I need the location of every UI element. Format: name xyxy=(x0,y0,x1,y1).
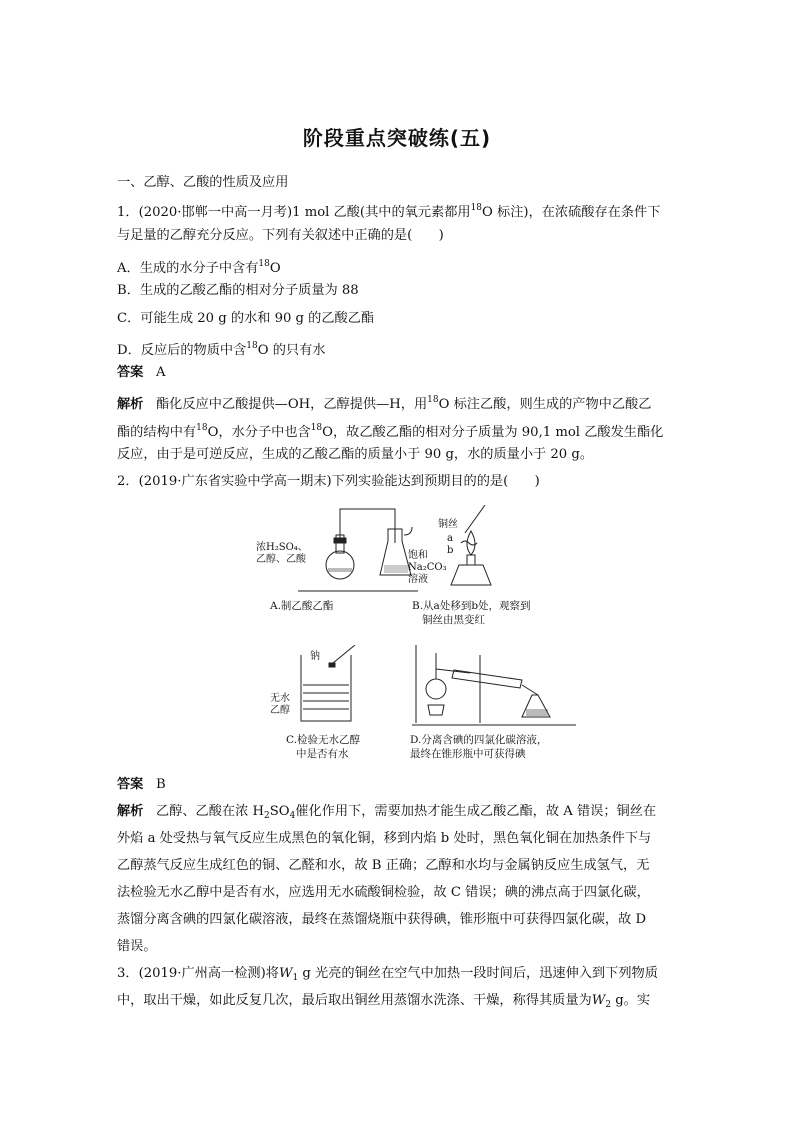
figure-d-distillation-apparatus xyxy=(410,645,578,727)
q2-explanation-line2: 外焰 a 处受热与氧气反应生成黑色的氧化铜，移到内焰 b 处时，黑色氧化铜在加热条件下与 xyxy=(117,831,652,846)
figure-c-caption-line2: 中是否有水 xyxy=(296,748,349,760)
figure-b-label-copper-wire: 铜丝 xyxy=(438,519,458,530)
q1-option-b: B．生成的乙酸乙酯的相对分子质量为 88 xyxy=(117,283,359,298)
q2-explanation-line4: 法检验无水乙醇中是否有水，应选用无水硫酸铜检验，故 C 错误；碘的沸点高于四氯化碳， xyxy=(117,885,650,900)
q2-explanation-line3: 乙醇蒸气反应生成红色的铜、乙醛和水，故 B 正确；乙醇和水均与金属钠反应生成氢气，无 xyxy=(117,858,650,873)
figure-a-label-reagents: 乙醇、乙酸 xyxy=(256,554,306,565)
q2-answer: 答案 B xyxy=(117,777,166,792)
q1-stem-line2: 与足量的乙醇充分反应。下列有关叙述中正确的是( ) xyxy=(117,228,444,243)
q3-stem-line2: 中，取出干燥，如此反复几次，最后取出铜丝用蒸馏水洗涤、干燥，称得其质量为$W_2$ g。实 xyxy=(117,993,651,1010)
q3-stem-line1: 3．(2019·广州高一检测)将$W_1$ g 光亮的铜丝在空气中加热一段时间后，迅速伸入到下列物质 xyxy=(117,966,658,983)
figure-b-label-b: b xyxy=(447,545,454,556)
figure-a-label-solution: 溶液 xyxy=(408,574,428,585)
q1-explanation-line1: 解析 酯化反应中乙酸提供—OH，乙醇提供—H，用$^{18}$O 标注乙酸，则生成的产物中乙酸乙 xyxy=(117,395,652,412)
q1-option-d: D．反应后的物质中含$^{18}$O 的只有水 xyxy=(117,341,326,358)
q2-explanation-line5: 蒸馏分离含碘的四氯化碳溶液，最终在蒸馏烧瓶中获得碘，锥形瓶中可获得四氯化碳，故 D xyxy=(117,912,647,927)
figure-c-label-ethanol: 乙醇 xyxy=(270,705,290,716)
figure-c-caption-line1: C.检验无水乙醇 xyxy=(286,734,360,746)
q2-figures xyxy=(248,505,578,765)
figure-a-label-acid: 浓H₂SO₄、 xyxy=(256,542,308,553)
figure-c-label-sodium: 钠 xyxy=(310,651,320,662)
figure-a-esterification-apparatus xyxy=(298,505,418,595)
figure-b-caption-line2: 铜丝由黑变红 xyxy=(422,614,485,626)
q2-explanation-line6: 错误。 xyxy=(117,939,157,954)
page-title: 阶段重点突破练(五) xyxy=(302,126,492,150)
q1-option-c: C．可能生成 20 g 的水和 90 g 的乙酸乙酯 xyxy=(117,311,375,326)
figure-d-caption-line1: D.分离含碘的四氯化碳溶液， xyxy=(410,734,548,746)
q1-answer: 答案 A xyxy=(117,365,166,380)
figure-c-beaker-with-sodium xyxy=(293,645,363,725)
q1-option-a: A．生成的水分子中含有$^{18}$O xyxy=(117,259,281,276)
figure-a-caption: A.制乙酸乙酯 xyxy=(270,600,334,612)
q1-stem-line1: 1．(2020·邯郸一中高一月考)1 mol 乙酸(其中的氧元素都用$^{18}$O 标注)，在浓硫酸存在条件下 xyxy=(117,203,661,220)
figure-b-caption-line1: B.从a处移到b处，观察到 xyxy=(412,600,531,612)
q2-explanation-line1: 解析 乙醇、乙酸在浓 $H_2SO_4$催化作用下，需要加热才能生成乙酸乙酯，故 A 错误；铜丝在 xyxy=(117,804,657,821)
q1-explanation-line3: 反应，由于是可逆反应，生成的乙酸乙酯的质量小于 90 g，水的质量小于 20 g。 xyxy=(117,447,594,462)
figure-a-label-saturated: 饱和 xyxy=(408,550,428,561)
section-heading: 一、乙醇、乙酸的性质及应用 xyxy=(117,175,289,190)
figure-d-caption-line2: 最终在锥形瓶中可获得碘 xyxy=(410,748,526,760)
figure-c-label-anhydrous: 无水 xyxy=(270,693,290,704)
figure-a-label-na2co3: Na₂CO₃ xyxy=(408,562,447,573)
q1-explanation-line2: 酯的结构中有$^{18}$O，水分子中也含$^{18}$O，故乙酸乙酯的相对分子质量为 90,1 mol 乙酸发生酯化 xyxy=(117,423,664,440)
q2-stem: 2．(2019·广东省实验中学高一期末)下列实验能达到预期目的的是( ) xyxy=(117,474,540,489)
figure-b-label-a: a xyxy=(447,533,453,544)
